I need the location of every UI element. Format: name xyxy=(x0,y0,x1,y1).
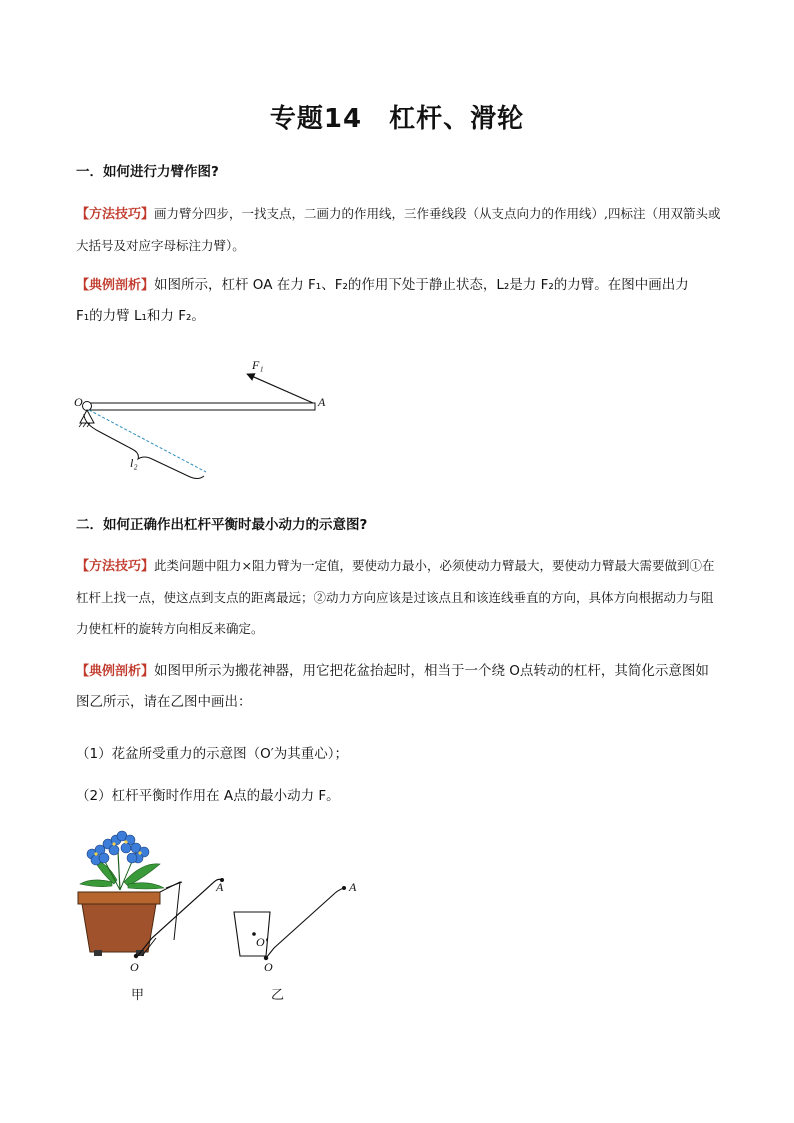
caption-jia: 甲 xyxy=(131,988,145,1003)
question-2: （2）杠杆平衡时作用在 A点的最小动力 F。 xyxy=(76,788,340,804)
example-text-2: F₁的力臂 L₁和力 F₂。 xyxy=(76,308,205,324)
tip-text: 画力臂分四步，一找支点，二画力的作用线，三作垂线段（从支点向力的作用线）,四标注（用双箭头或大括号及对应字母标注力臂）。 xyxy=(76,206,721,253)
section-2-example xyxy=(76,656,722,718)
example-tag-2: 【典例剖析】 xyxy=(76,664,155,679)
section-2-tip xyxy=(76,550,722,644)
label-a-left: A xyxy=(216,880,224,894)
section-2-heading: 二．如何正确作出杠杆平衡时最小动力的示意图? xyxy=(76,517,368,533)
arm-l2-dashed xyxy=(89,410,206,472)
section-1-example xyxy=(76,270,722,332)
label-o-right: O xyxy=(264,960,273,974)
pivot-support xyxy=(80,410,94,423)
example-text-1: 如图所示，杠杆 OA 在力 F₁、F₂的作用下处于静止状态，L₂是力 F₂的力臂。在图中画出力 xyxy=(154,277,689,293)
tip-tag: 【方法技巧】 xyxy=(76,207,155,222)
section-1-heading: 一．如何进行力臂作图? xyxy=(76,164,219,180)
label-l2: l₂ xyxy=(130,456,138,470)
page-title: 专题14 杠杆、滑轮 xyxy=(269,104,525,134)
simplified-lever xyxy=(266,888,344,958)
label-o-prime: O′ xyxy=(256,935,268,949)
tip-text-2: 此类问题中阻力×阻力臂为一定值，要使动力最小，必须使动力臂最大，要使动力臂最大需要做到①在杠杆上找一点，使这点到支点的距离最远；②动力方向应该是过该点且和该连线垂直的方向，具体方向根据动力与阻力使杠杆的旋转方向相反来确定。 xyxy=(76,558,715,636)
label-a-right: A xyxy=(349,880,357,894)
question-1: （1）花盆所受重力的示意图（O′为其重心）； xyxy=(76,746,349,762)
example-text-2b: 如图甲所示为搬花神器，用它把花盆抬起时，相当于一个绕 O点转动的杠杆，其简化示意图如图乙所示，请在乙图中画出： xyxy=(76,663,709,710)
example-tag: 【典例剖析】 xyxy=(76,278,155,293)
caption-yi: 乙 xyxy=(271,988,285,1003)
section-1-tip xyxy=(76,198,722,261)
lever-figure-1 xyxy=(70,352,340,482)
flower-pot-figure xyxy=(72,822,242,972)
lever-bar xyxy=(86,403,315,410)
arm-l2-brace xyxy=(84,414,204,479)
label-f1: F₁ xyxy=(252,358,264,372)
simplified-lever-figure xyxy=(226,876,356,966)
label-a: A xyxy=(318,395,326,409)
force-f1-arrow xyxy=(247,374,313,403)
tip-tag-2: 【方法技巧】 xyxy=(76,559,155,574)
label-o: O xyxy=(74,395,83,409)
label-o-left: O xyxy=(130,960,139,974)
